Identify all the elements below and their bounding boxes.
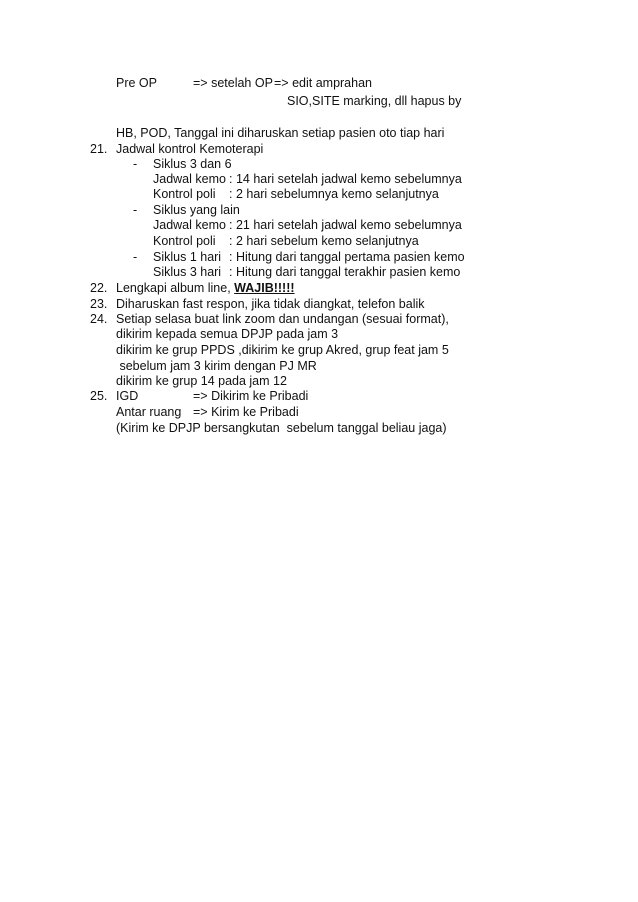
item24-line-5: dikirim ke grup 14 pada jam 12 (116, 374, 287, 388)
item24-line-4: sebelum jam 3 kirim dengan PJ MR (116, 359, 317, 373)
item21-dash-3: - (133, 250, 138, 264)
item25-antar-value: => Kirim ke Pribadi (193, 405, 299, 419)
item25-number: 25. (90, 389, 108, 403)
hb-line: HB, POD, Tanggal ini diharuskan setiap pasien oto tiap hari (116, 126, 445, 140)
siklus-lain-kontrol-value: : 2 hari sebelum kemo selanjutnya (229, 234, 419, 248)
item24-number: 24. (90, 312, 108, 326)
item21-number: 21. (90, 142, 108, 156)
siklus36-jadwal-value: : 14 hari setelah jadwal kemo sebelumnya (229, 172, 462, 186)
item21-dash-1: - (133, 157, 138, 171)
item25-igd-label: IGD (116, 389, 139, 403)
item24-line-2: dikirim kepada semua DPJP pada jam 3 (116, 327, 339, 341)
siklus-lain-label: Siklus yang lain (153, 203, 240, 217)
preop-action-cont: SIO,SITE marking, dll hapus by (287, 94, 462, 108)
item24-line-3: dikirim ke grup PPDS ,dikirim ke grup Akred, grup feat jam 5 (116, 343, 449, 357)
item22-line (116, 281, 295, 296)
preop-action: => edit amprahan (274, 76, 372, 90)
siklus1-value: : Hitung dari tanggal pertama pasien kemo (229, 250, 465, 264)
siklus1-key: Siklus 1 hari (153, 250, 222, 264)
item25-note: (Kirim ke DPJP bersangkutan sebelum tanggal beliau jaga) (116, 421, 447, 435)
item21-title: Jadwal kontrol Kemoterapi (116, 142, 264, 156)
preop-label: Pre OP (116, 76, 157, 90)
siklus3-value: : Hitung dari tanggal terakhir pasien kemo (229, 265, 461, 279)
siklus36-kontrol-value: : 2 hari sebelumnya kemo selanjutnya (229, 187, 439, 201)
item22-text: Lengkapi album line, (116, 281, 235, 295)
item22-number: 22. (90, 281, 108, 295)
siklus-lain-jadwal-value: : 21 hari setelah jadwal kemo sebelumnya (229, 218, 462, 232)
siklus36-jadwal-key: Jadwal kemo (153, 172, 226, 186)
item23-text: Diharuskan fast respon, jika tidak diangkat, telefon balik (116, 297, 425, 311)
siklus36-label: Siklus 3 dan 6 (153, 157, 232, 171)
siklus36-kontrol-key: Kontrol poli (153, 187, 216, 201)
siklus3-key: Siklus 3 hari (153, 265, 222, 279)
item21-dash-2: - (133, 203, 138, 217)
siklus-lain-kontrol-key: Kontrol poli (153, 234, 216, 248)
siklus-lain-jadwal-key: Jadwal kemo (153, 218, 226, 232)
preop-after: => setelah OP (193, 76, 273, 90)
item24-line-1: Setiap selasa buat link zoom dan undangan (sesuai format), (116, 312, 449, 326)
item22-emphasis: WAJIB!!!!! (234, 281, 295, 295)
item23-number: 23. (90, 297, 108, 311)
item25-igd-value: => Dikirim ke Pribadi (193, 389, 309, 403)
item25-antar-label: Antar ruang (116, 405, 182, 419)
